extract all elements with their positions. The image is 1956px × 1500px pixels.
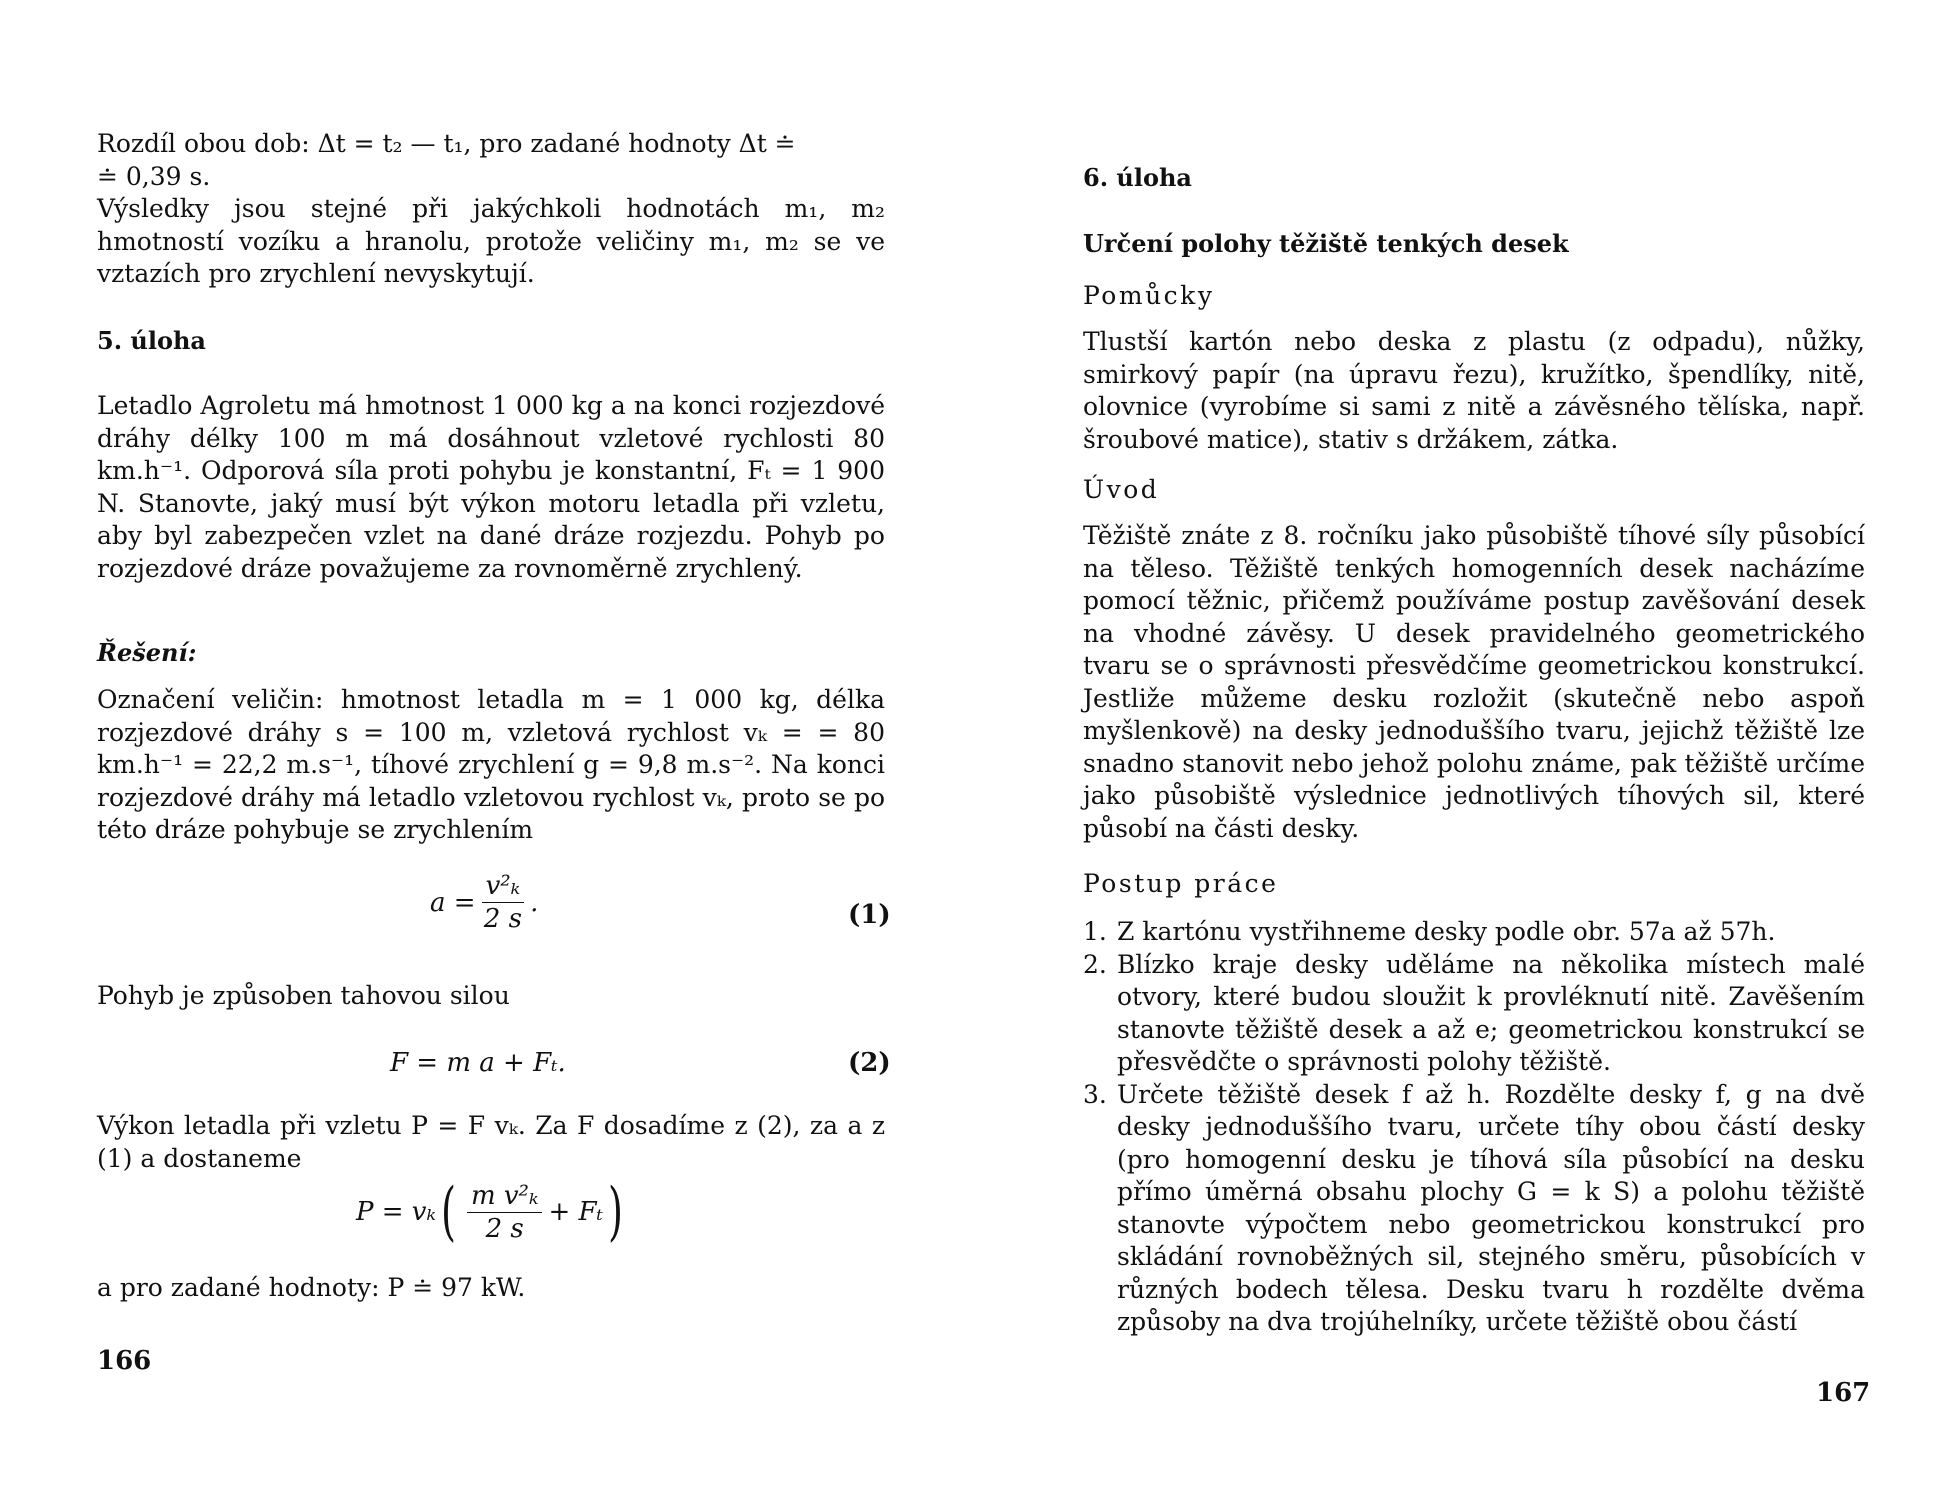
final-text-block [97,1272,885,1305]
final-text: a pro zadané hodnoty: P ≐ 97 kW. [97,1273,526,1302]
eq3-denominator: 2 s [485,1213,524,1244]
task-6-title: Určení polohy těžiště tenkých desek [1083,229,1569,258]
eq3-right-paren: ) [607,1175,623,1249]
equation-3 [356,1175,628,1249]
task-5-heading: 5. úloha [97,326,206,355]
procedure-step [1083,949,1865,1079]
power-text-block [97,1110,885,1175]
eq3-numerator: m v²ₖ [467,1182,543,1213]
step-text: Blízko kraje desky uděláme na několika místech malé otvory, které budou sloužit k provléknutí nitě. Zavěšením stanovte těžiště desek a až e; geometrickou konstrukcí se přesvědčte o správnosti polohy těžiště. [1117,949,1865,1076]
intro-text: Těžiště znáte z 8. ročníku jako působiště tíhové síly působící na těleso. Těžiště tenkých homogenních desek nacházíme pomocí těžnic, přičemž používáme postup zavěšování desek na vhodné závěsy. U desek pravidelného geometrického tvaru se o správnosti přesvědčíme geometrickou konstrukcí. Jestliže můžeme desku rozložit (skutečně nebo aspoň myšlenkově) na desky jednoduššího tvaru, jejichž těžiště lze snadno stanovit nebo jehož polohu známe, pak těžiště určíme jako působiště výslednice jednotlivých tíhových sil, které působí na části desky. [1083,521,1865,843]
equation-1 [430,872,538,933]
procedure-step [1083,1079,1865,1339]
intro-block [1083,520,1865,845]
eq1-fraction [482,872,525,933]
time-difference-value: ≐ 0,39 s. [97,161,211,191]
force-text-block [97,980,885,1013]
equation-2: F = m a + Fₜ. [390,1048,566,1078]
procedure-heading: Postup práce [1083,869,1279,898]
page-number-right: 167 [1816,1378,1871,1408]
step-number: 1. [1083,917,1107,946]
eq1-lhs: a = [430,887,476,918]
force-text: Pohyb je způsoben tahovou silou [97,981,510,1010]
page-number-left: 166 [97,1346,152,1376]
task-5-text: Letadlo Agroletu má hmotnost 1 000 kg a na konci rozjezdové dráhy délky 100 m má dosáhnout vzletové rychlosti 80 km.h⁻¹. Odporová síla proti pohybu je konstantní, Fₜ = 1 900 N. Stanovte, jaký musí být výkon motoru letadla při vzletu, aby byl zabezpečen vzlet na dané dráze rozjezdu. Pohyb po rozjezdové dráze považujeme za rovnoměrně zrychlený. [97,391,885,583]
time-difference-line: Rozdíl obou dob: Δt = t₂ — t₁, pro zadané hodnoty Δt ≐ [97,129,796,158]
step-text: Určete těžiště desek f až h. Rozdělte desky f, g na dvě desky jednoduššího tvaru, určete tíhy obou částí desky (pro homogenní desku je tíhová síla působící na desku přímo úměrná obsahu plochy G = k S) a polohu těžiště stanovte výpočtem nebo geometrickou konstrukcí pro skládání rovnoběžných sil, stejného směru, působících v různých bodech tělesa. Desku tvaru h rozdělte dvěma způsoby na dva trojúhelníky, určete těžiště obou částí [1117,1079,1865,1336]
eq3-plus: + Fₜ [548,1197,603,1227]
power-text: Výkon letadla při vzletu P = F vₖ. Za F dosadíme z (2), za a z (1) a dostaneme [97,1111,885,1173]
procedure-step [1083,916,1865,949]
tools-heading: Pomůcky [1083,281,1215,310]
step-text: Z kartónu vystřihneme desky podle obr. 57a až 57h. [1117,917,1776,946]
right-page [978,0,1956,1500]
result-paragraph: Výsledky jsou stejné při jakýchkoli hodnotách m₁, m₂ hmotností vozíku a hranolu, protože veličiny m₁, m₂ se ve vztazích pro zrychlení nevyskytují. [97,194,885,288]
left-intro [97,128,885,291]
eq3-lhs: P = vₖ [356,1197,436,1227]
solution-label: Řešení: [97,638,197,667]
step-number: 2. [1083,949,1107,979]
task-6-heading: 6. úloha [1083,163,1192,192]
tools-text: Tlustší kartón nebo deska z plastu (z odpadu), nůžky, smirkový papír (na úpravu řezu), kružítko, špendlíky, nitě, olovnice (vyrobíme si sami z nitě a závěsného tělíska, např. šroubové matice), stativ s držákem, zátka. [1083,327,1865,454]
eq1-number: (1) [848,900,891,930]
eq1-tail: . [530,887,539,918]
task-5-text-block [97,390,885,585]
procedure-list [1083,916,1865,1339]
eq3-left-paren: ( [440,1175,456,1249]
eq1-numerator: v²ₖ [482,872,525,903]
solution-text: Označení veličin: hmotnost letadla m = 1 000 kg, délka rozjezdové dráhy s = 100 m, vzletová rychlost vₖ = = 80 km.h⁻¹ = 22,2 m.s⁻¹, tíhové zrychlení g = 9,8 m.s⁻². Na konci rozjezdové dráhy má letadlo vzletovou rychlost vₖ, proto se po této dráze pohybuje se zrychlením [97,685,885,844]
step-number: 3. [1083,1079,1107,1109]
solution-block [97,684,885,847]
eq2-number: (2) [848,1048,891,1078]
tools-block [1083,326,1865,456]
intro-heading: Úvod [1083,475,1160,504]
eq3-fraction [467,1182,543,1243]
eq1-denominator: 2 s [483,904,522,934]
